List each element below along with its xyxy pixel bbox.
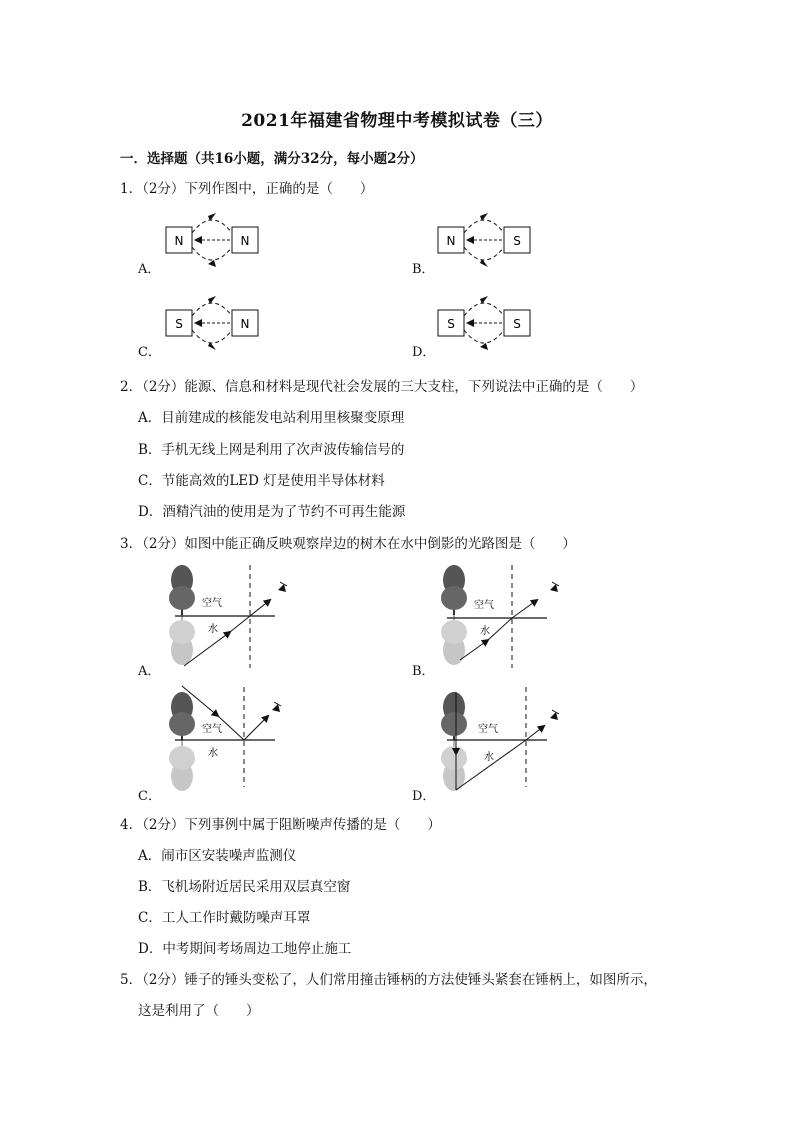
tree-icon xyxy=(441,565,467,615)
tree-reflection-icon xyxy=(441,740,467,791)
q2-option-c: C．节能高效的LED 灯是使用半导体材料 xyxy=(138,473,385,489)
eye-icon xyxy=(550,582,559,592)
air-label: 空气 xyxy=(202,598,222,609)
magnet-right-pole: S xyxy=(513,234,521,248)
q4-option-a: A．闹市区安装噪声监测仪 xyxy=(138,848,297,864)
water-label: 水 xyxy=(484,752,494,763)
q3-option-b-light-path-diagram xyxy=(432,560,572,672)
air-label: 空气 xyxy=(474,600,494,611)
water-label: 水 xyxy=(208,624,218,635)
q3-option-c-label: C． xyxy=(138,789,161,804)
magnet-right-pole: N xyxy=(240,317,250,331)
q1-option-d-label: D． xyxy=(412,345,436,360)
q4-option-d: D．中考期间考场周边工地停止施工 xyxy=(138,941,352,957)
question-1-stem: 1．（2分）下列作图中，正确的是（ ） xyxy=(120,181,374,197)
q1-option-b-magnet-diagram xyxy=(432,205,542,275)
q3-option-d-label: D． xyxy=(412,789,436,804)
magnet-left-pole: S xyxy=(447,317,455,331)
q1-option-a-label: A． xyxy=(138,262,161,277)
q3-option-a-light-path-diagram xyxy=(160,560,300,672)
tree-icon xyxy=(169,565,195,615)
q2-option-a: A．目前建成的核能发电站利用里核聚变原理 xyxy=(138,410,405,426)
question-5-stem-line1: 5．（2分）锤子的锤头变松了，人们常用撞击锤柄的方法使锤头紧套在锤柄上，如图所示， xyxy=(120,972,657,988)
tree-icon xyxy=(441,692,467,740)
question-2-stem: 2．（2分）能源、信息和材料是现代社会发展的三大支柱，下列说法中正确的是（ ） xyxy=(120,379,644,395)
section-heading: 一．选择题（共16小题，满分32分，每小题2分） xyxy=(120,151,424,167)
q4-option-c: C．工人工作时戴防噪声耳罩 xyxy=(138,910,311,926)
q1-option-b-label: B． xyxy=(412,262,435,277)
tree-icon xyxy=(169,692,195,740)
magnet-left-pole: N xyxy=(446,234,456,248)
q2-option-d: D．酒精汽油的使用是为了节约不可再生能源 xyxy=(138,504,406,520)
q1-option-a-magnet-diagram xyxy=(160,205,270,275)
air-label: 空气 xyxy=(202,724,222,735)
question-3-stem: 3．（2分）如图中能正确反映观察岸边的树木在水中倒影的光路图是（ ） xyxy=(120,536,576,552)
tree-reflection-icon xyxy=(169,740,195,791)
eye-icon xyxy=(272,702,281,712)
water-label: 水 xyxy=(480,626,490,637)
eye-icon xyxy=(278,582,287,592)
eye-icon xyxy=(550,710,559,720)
page-title: 2021年福建省物理中考模拟试卷（三） xyxy=(241,111,553,131)
question-4-stem: 4．（2分）下列事例中属于阻断噪声传播的是（ ） xyxy=(120,817,441,833)
q1-option-d-magnet-diagram xyxy=(432,288,542,358)
q3-option-a-label: A． xyxy=(138,664,161,679)
q3-option-b-label: B． xyxy=(412,664,435,679)
q3-option-d-light-path-diagram xyxy=(432,682,572,794)
q3-option-c-light-path-diagram xyxy=(160,682,300,794)
q1-option-c-magnet-diagram xyxy=(160,288,270,358)
magnet-right-pole: S xyxy=(513,317,521,331)
magnet-left-pole: S xyxy=(175,317,183,331)
tree-reflection-icon xyxy=(169,615,195,665)
magnet-left-pole: N xyxy=(174,234,184,248)
question-5-stem-line2: 这是利用了（ ） xyxy=(138,1003,260,1019)
q2-option-b: B．手机无线上网是利用了次声波传输信号的 xyxy=(138,442,405,458)
air-label: 空气 xyxy=(478,724,498,735)
q1-option-c-label: C． xyxy=(138,345,161,360)
q4-option-b: B．飞机场附近居民采用双层真空窗 xyxy=(138,879,351,895)
magnet-right-pole: N xyxy=(240,234,250,248)
water-label: 水 xyxy=(208,748,218,759)
